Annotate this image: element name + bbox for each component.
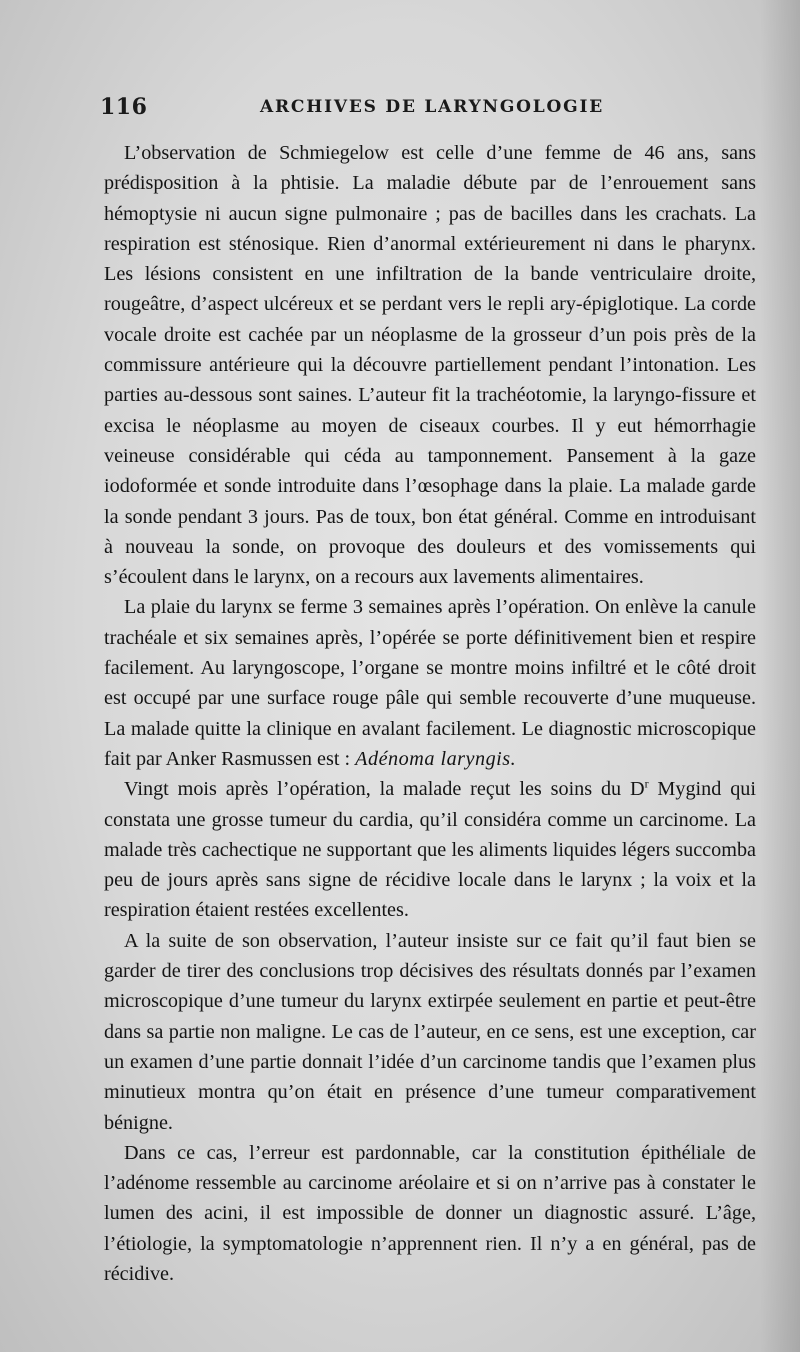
paragraph-2 [104, 592, 756, 774]
paragraph-5: Dans ce cas, l’erreur est pardonnable, car la constitution épithéliale de l’adénome ressemble au carcinome aréolaire et si on n’arrive pas à constater le lumen des acini, il est impossible de donner un diagnostic assuré. L’âge, l’étiologie, la symptomatologie n’apprennent rien. Il n’y a en général, pas de récidive. [104, 1141, 756, 1285]
diagnosis-italic: Adénoma laryngis. [355, 747, 517, 770]
paragraph-2-text: La plaie du larynx se ferme 3 semaines après l’opération. On enlève la canule trachéale et six semaines après, l’opérée se porte définitivement bien et respire facilement. Au laryngoscope, l’organe se montre moins infiltré et le côté droit est occupé par une surface rouge pâle qui semble recouverte d’une muqueuse. La malade quitte la clinique en avalant facilement. Le diagnostic microscopique fait par Anker Rasmussen est : [104, 596, 756, 770]
paragraph-3-text: Vingt mois après l’opération, la malade reçut les soins du D [124, 778, 645, 801]
paragraph-1: L’observation de Schmiegelow est celle d’une femme de 46 ans, sans prédisposition à la phtisie. La maladie débute par de l’enrouement sans hémoptysie ni aucun signe pulmonaire ; pas de bacilles dans les crachats. La respiration est sténosique. Rien d’anormal extérieurement ni dans le pharynx. Les lésions consistent en une infiltration de la bande ventriculaire droite, rougeâtre, d’aspect ulcéreux et se perdant vers le repli ary-épiglotique. La corde vocale droite est cachée par un néoplasme de la grosseur d’un pois près de la commissure antérieure qui la découvre partiellement pendant l’intonation. Les parties au-dessous sont saines. L’auteur fit la trachéotomie, la laryngo-fissure et excisa le néoplasme au moyen de ciseaux courbes. Il y eut hémorrhagie veineuse considérable qui céda au tamponnement. Pansement à la gaze iodoformée et sonde introduite dans l’œsophage dans la plaie. La malade garde la sonde pendant 3 jours. Pas de toux, bon état général. Comme en introduisant à nouveau la sonde, on provoque des douleurs et des vomissements qui s’écoulent dans le larynx, on a recours aux lavements alimentaires. [104, 142, 756, 589]
doctor-superscript: r [644, 776, 649, 791]
paragraph-4: A la suite de son observation, l’auteur insiste sur ce fait qu’il faut bien se garder de tirer des conclusions trop décisives des résultats donnés par l’examen microscopique d’une tumeur du larynx extirpée seulement en partie et peut-être dans sa partie non maligne. Le cas de l’auteur, en ce sens, est une exception, car un examen d’une partie donnait l’idée d’un carcinome tandis que l’examen plus minutieux montra qu’on était en présence d’une tumeur comparativement bénigne. [104, 929, 756, 1134]
article-body [104, 138, 756, 1289]
page-number: 116 [100, 94, 148, 120]
paragraph-3 [104, 774, 756, 925]
page-header [100, 94, 760, 126]
paragraph-3-tail: Mygind qui constata une grosse tumeur du cardia, qu’il considéra comme un carcinome. La malade très cachectique ne supportant que les aliments liquides légers succomba peu de jours après sans signe de récidive locale dans le larynx ; la voix et la respiration étaient restées excellentes. [104, 778, 756, 922]
running-title: ARCHIVES DE LARYNGOLOGIE [260, 97, 604, 117]
